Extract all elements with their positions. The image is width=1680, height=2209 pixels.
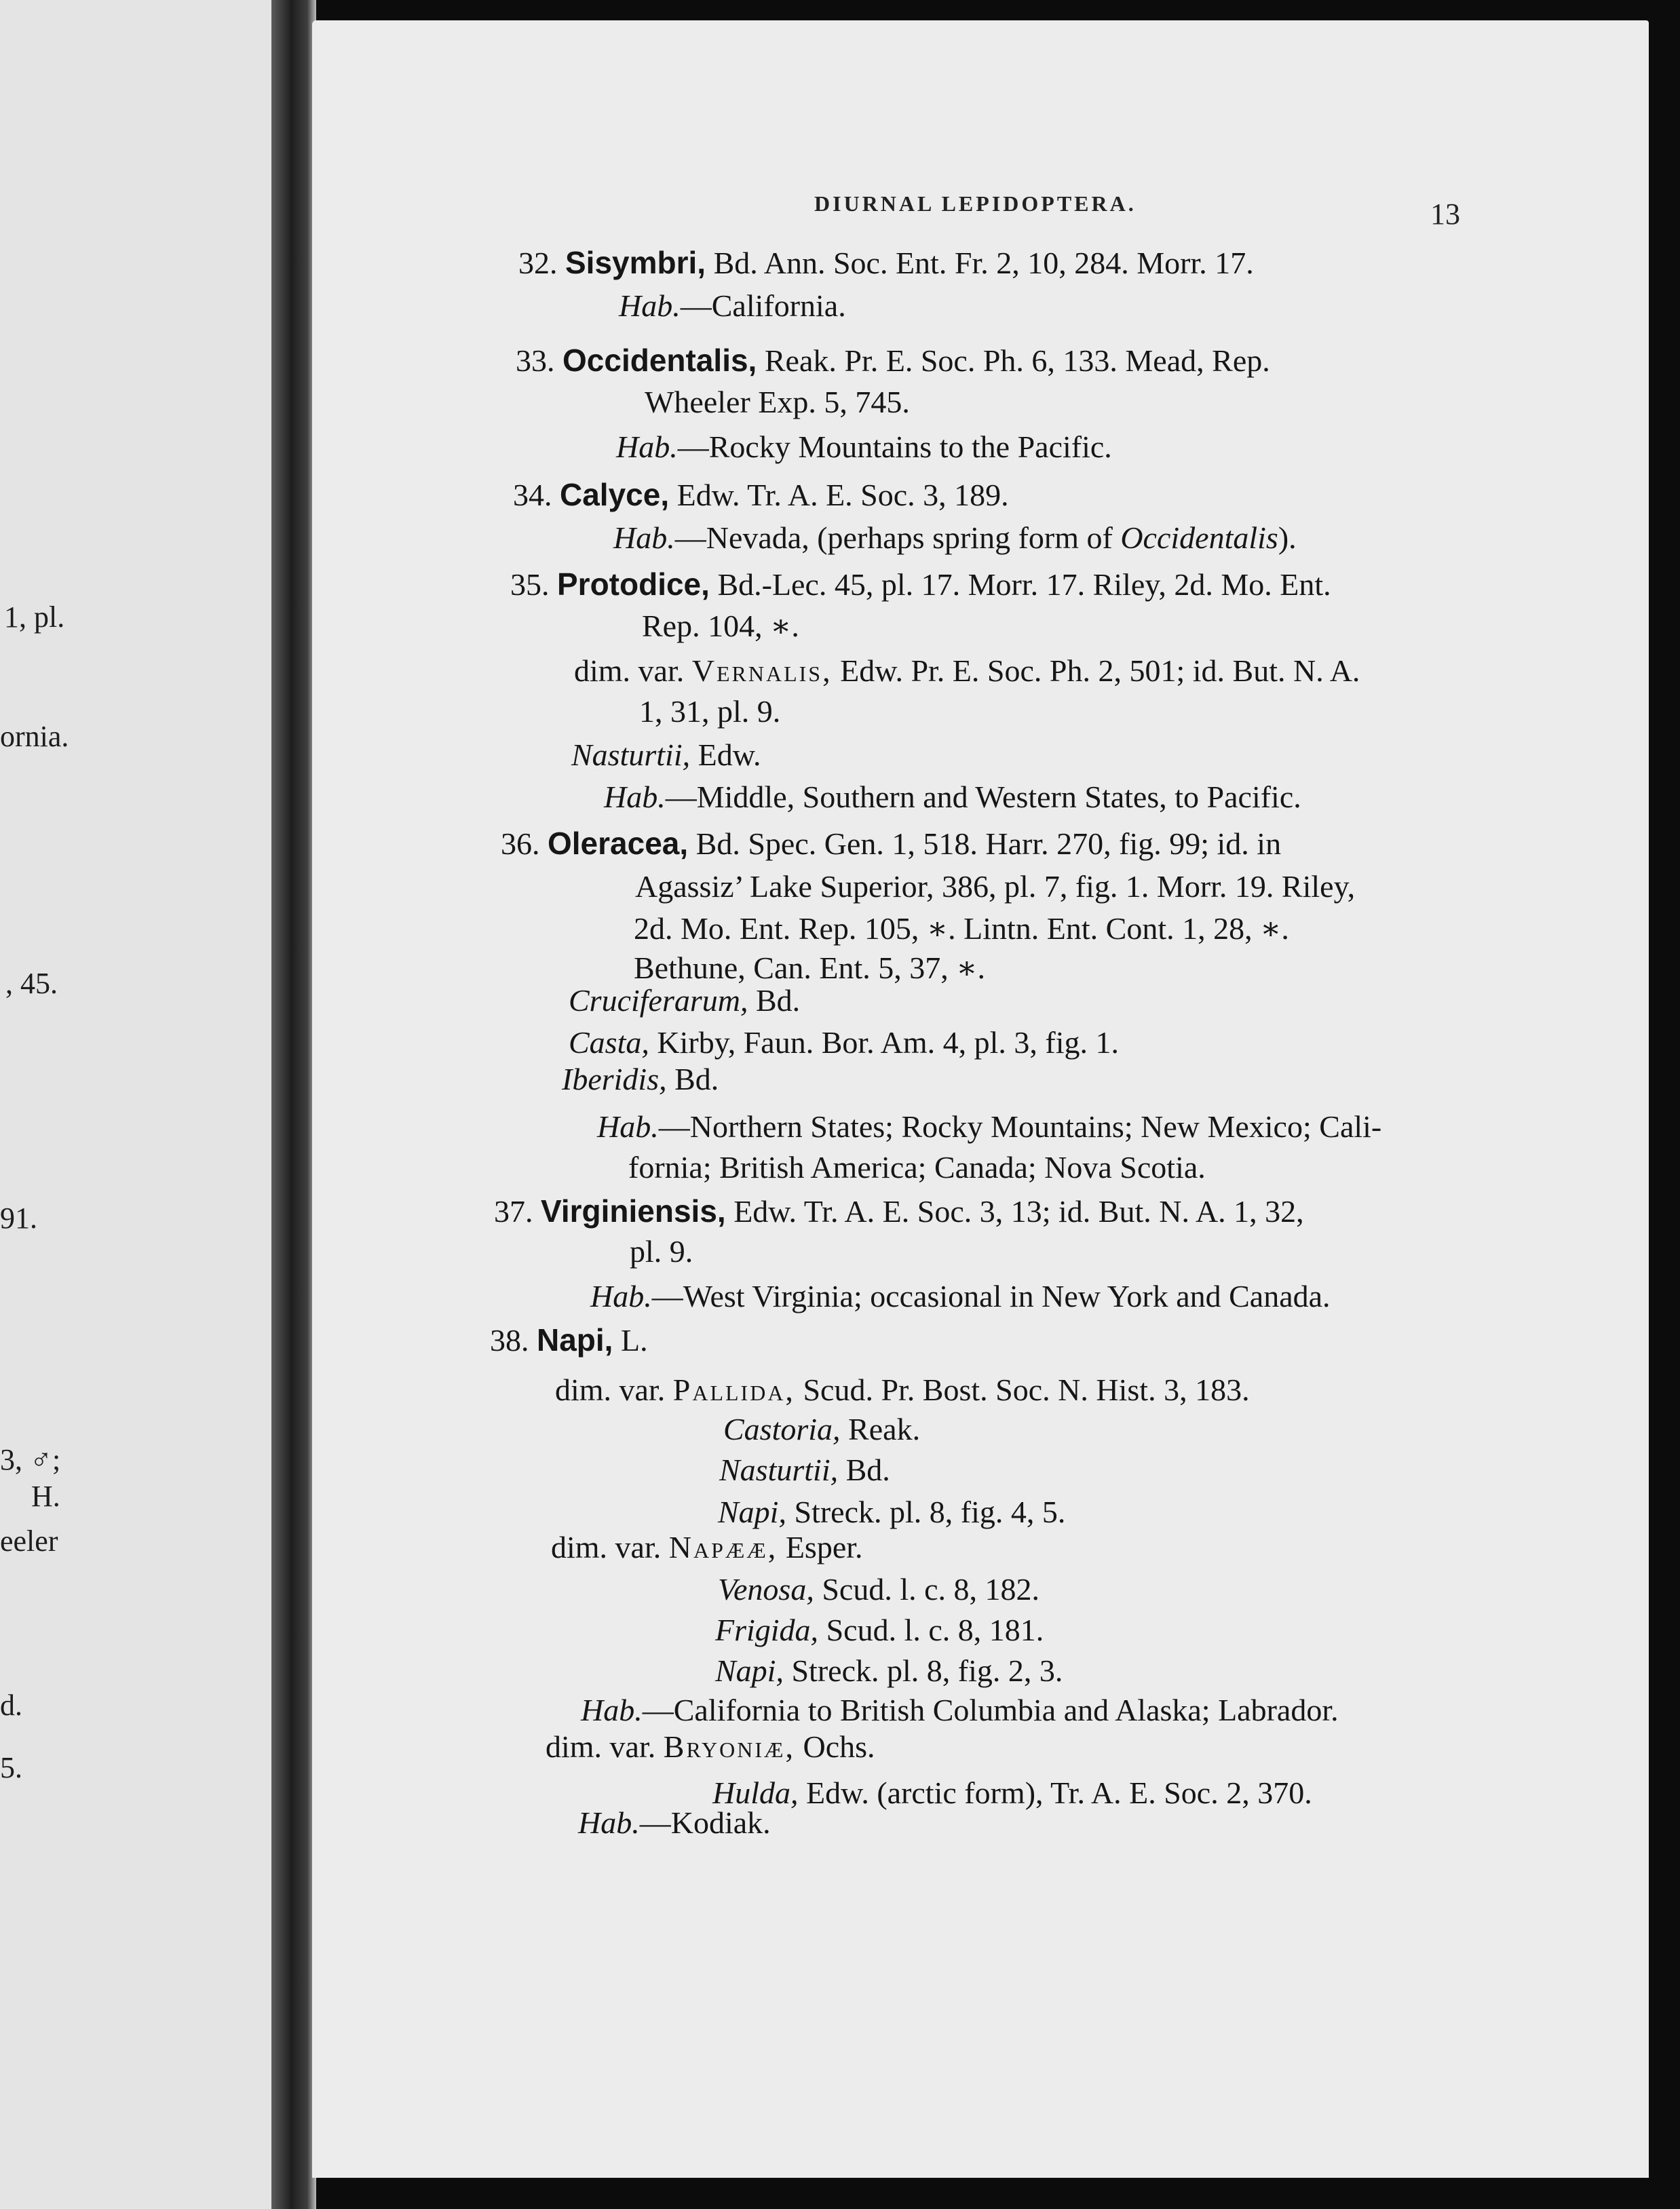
reference: Bd.-Lec. 45, pl. 17. Morr. 17. Riley, 2d. Mo. Ent. <box>717 567 1331 602</box>
left-page-fragment: 3, ♂; <box>0 1443 61 1476</box>
synonym-line <box>712 1775 1312 1810</box>
synonym-line <box>719 1455 890 1486</box>
variety-prefix: dim. var. <box>551 1530 662 1564</box>
hab-label: Hab. <box>613 520 675 555</box>
habitat: —California. <box>680 288 846 323</box>
hab-label: Hab. <box>616 429 678 464</box>
entry-number: 34. <box>513 478 552 512</box>
synonym-author: Bd. <box>845 1453 890 1487</box>
left-page-fragment: 1, pl. <box>4 600 65 634</box>
habitat-line <box>619 290 846 322</box>
habitat-line <box>581 1695 1339 1726</box>
reference-continued: Wheeler Exp. 5, 745. <box>645 385 910 419</box>
entry-32-line <box>518 247 1254 279</box>
synonym-author: Kirby, Faun. Bor. Am. 4, pl. 3, fig. 1. <box>657 1025 1120 1060</box>
variety-name: Vernalis, <box>691 653 833 688</box>
reference-continued: Agassiz’ Lake Superior, 386, pl. 7, fig. 1. Morr. 19. Riley, <box>635 869 1356 904</box>
habitat-line <box>597 1111 1381 1142</box>
synonym-author: Bd. <box>674 1062 719 1096</box>
variety-line <box>551 1532 863 1563</box>
entry-number: 32. <box>518 246 558 280</box>
synonym-author: Reak. <box>848 1412 921 1446</box>
habitat-continued: fornia; British America; Canada; Nova Scotia. <box>628 1150 1206 1185</box>
variety-name: Pallida, <box>672 1372 795 1407</box>
left-page-fragment: ornia. <box>0 720 69 753</box>
variety-author: Ochs. <box>803 1729 875 1764</box>
variety-name: Bryoniæ, <box>663 1729 795 1764</box>
habitat: —Middle, Southern and Western States, to Pacific. <box>665 780 1301 814</box>
synonym-line <box>569 1027 1119 1058</box>
hab-label: Hab. <box>597 1109 659 1144</box>
synonym-name: Napi, <box>715 1653 784 1688</box>
synonym-line <box>571 739 761 771</box>
reference-continued: 2d. Mo. Ent. Rep. 105, ∗. Lintn. Ent. Cont. 1, 28, ∗. <box>634 911 1289 946</box>
entry-35-line <box>510 566 1331 602</box>
synonym-name: Cruciferarum, <box>569 983 748 1018</box>
synonym-name: Venosa, <box>718 1572 814 1607</box>
page-number: 13 <box>1430 197 1460 231</box>
variety-line <box>555 1372 1250 1407</box>
entry-33-line <box>516 345 1270 377</box>
running-title: DIURNAL LEPIDOPTERA. <box>814 191 1137 216</box>
synonym-line <box>569 985 800 1016</box>
variety-reference: Scud. Pr. Bost. Soc. N. Hist. 3, 183. <box>803 1372 1250 1407</box>
synonym-name: Frigida, <box>715 1613 819 1647</box>
synonym-line <box>715 1615 1044 1646</box>
left-page-fragment: H. <box>31 1480 60 1513</box>
variety-name: Napææ, <box>668 1530 778 1564</box>
synonym-author: Edw. <box>698 737 761 772</box>
synonym-name: Hulda, <box>712 1775 799 1810</box>
entry-number: 35. <box>510 567 550 602</box>
left-page-fragment: , 45. <box>5 967 58 1000</box>
reference: Edw. Tr. A. E. Soc. 3, 189. <box>676 478 1009 512</box>
entry-34-line <box>513 479 1009 511</box>
synonym-line <box>718 1574 1039 1605</box>
left-page-fragment: 91. <box>0 1202 37 1235</box>
entry-number: 38. <box>490 1323 529 1358</box>
synonym-author: Scud. l. c. 8, 181. <box>826 1613 1044 1647</box>
habitat-line <box>590 1281 1331 1312</box>
variety-reference-continued: 1, 31, pl. 9. <box>639 694 781 729</box>
habitat: —Nevada, (perhaps spring form of <box>674 520 1113 555</box>
book-gutter <box>271 0 316 2209</box>
synonym-author: Streck. pl. 8, fig. 4, 5. <box>794 1495 1066 1529</box>
species-name: Napi, <box>537 1322 613 1358</box>
synonym-name: Castoria, <box>723 1412 841 1446</box>
reference-continued: Bethune, Can. Ent. 5, 37, ∗. <box>634 950 986 985</box>
habitat-species: Occidentalis <box>1120 520 1278 555</box>
synonym-name: Nasturtii, <box>571 737 691 772</box>
synonym-name: Casta, <box>569 1025 649 1060</box>
species-name: Occidentalis, <box>562 343 757 378</box>
hab-label: Hab. <box>581 1693 643 1727</box>
habitat-line <box>616 431 1112 463</box>
habitat-line <box>578 1807 771 1839</box>
habitat: —California to British Columbia and Alaska; Labrador. <box>642 1693 1339 1727</box>
variety-reference: Edw. Pr. E. Soc. Ph. 2, 501; id. But. N. A. <box>840 653 1360 688</box>
hab-label: Hab. <box>619 288 681 323</box>
habitat: —West Virginia; occasional in New York and Canada. <box>651 1279 1331 1313</box>
variety-prefix: dim. var. <box>546 1729 656 1764</box>
habitat-line <box>604 782 1301 813</box>
entry-number: 33. <box>516 343 555 378</box>
left-page-edge <box>0 0 296 2209</box>
variety-line <box>574 655 1360 687</box>
habitat: —Kodiak. <box>639 1805 771 1840</box>
synonym-line <box>715 1655 1063 1687</box>
reference: Bd. Spec. Gen. 1, 518. Harr. 270, fig. 99; id. in <box>695 826 1282 861</box>
entry-number: 37. <box>494 1194 533 1229</box>
entry-36-line <box>501 828 1281 860</box>
synonym-line <box>718 1497 1065 1528</box>
variety-prefix: dim. var. <box>555 1372 666 1407</box>
variety-author: Esper. <box>785 1530 863 1564</box>
species-name: Virginiensis, <box>541 1193 726 1229</box>
reference-continued: pl. 9. <box>630 1234 693 1269</box>
habitat-end: ). <box>1278 520 1297 555</box>
synonym-author: Streck. pl. 8, fig. 2, 3. <box>791 1653 1063 1688</box>
species-author: L. <box>620 1323 648 1358</box>
reference: Edw. Tr. A. E. Soc. 3, 13; id. But. N. A. 1, 32, <box>733 1194 1304 1229</box>
synonym-name: Nasturtii, <box>719 1453 839 1487</box>
synonym-author: Bd. <box>756 983 801 1018</box>
hab-label: Hab. <box>590 1279 652 1313</box>
entry-number: 36. <box>501 826 540 861</box>
hab-label: Hab. <box>578 1805 640 1840</box>
species-name: Protodice, <box>557 566 710 602</box>
species-name: Sisymbri, <box>565 245 706 280</box>
variety-line <box>546 1731 875 1763</box>
synonym-name: Napi, <box>718 1495 786 1529</box>
synonym-author: Scud. l. c. 8, 182. <box>822 1572 1040 1607</box>
reference-continued: Rep. 104, ∗. <box>642 609 799 643</box>
reference: Reak. Pr. E. Soc. Ph. 6, 133. Mead, Rep. <box>764 343 1270 378</box>
synonym-author: Edw. (arctic form), Tr. A. E. Soc. 2, 370. <box>806 1775 1312 1810</box>
left-page-fragment: d. <box>0 1689 22 1722</box>
habitat: —Rocky Mountains to the Pacific. <box>677 429 1112 464</box>
entry-38-line <box>490 1324 648 1356</box>
habitat: —Northern States; Rocky Mountains; New Mexico; Cali- <box>658 1109 1382 1144</box>
hab-label: Hab. <box>604 780 666 814</box>
left-page-fragment: 5. <box>0 1751 22 1784</box>
habitat-line <box>613 522 1297 554</box>
entry-37-line <box>494 1195 1304 1227</box>
synonym-name: Iberidis, <box>562 1062 667 1096</box>
species-name: Calyce, <box>560 477 670 512</box>
synonym-line <box>562 1064 719 1095</box>
reference: Bd. Ann. Soc. Ent. Fr. 2, 10, 284. Morr. 17. <box>713 246 1254 280</box>
left-page-fragment: eeler <box>0 1524 58 1558</box>
synonym-line <box>723 1414 920 1445</box>
species-name: Oleracea, <box>548 826 689 861</box>
variety-prefix: dim. var. <box>574 653 685 688</box>
